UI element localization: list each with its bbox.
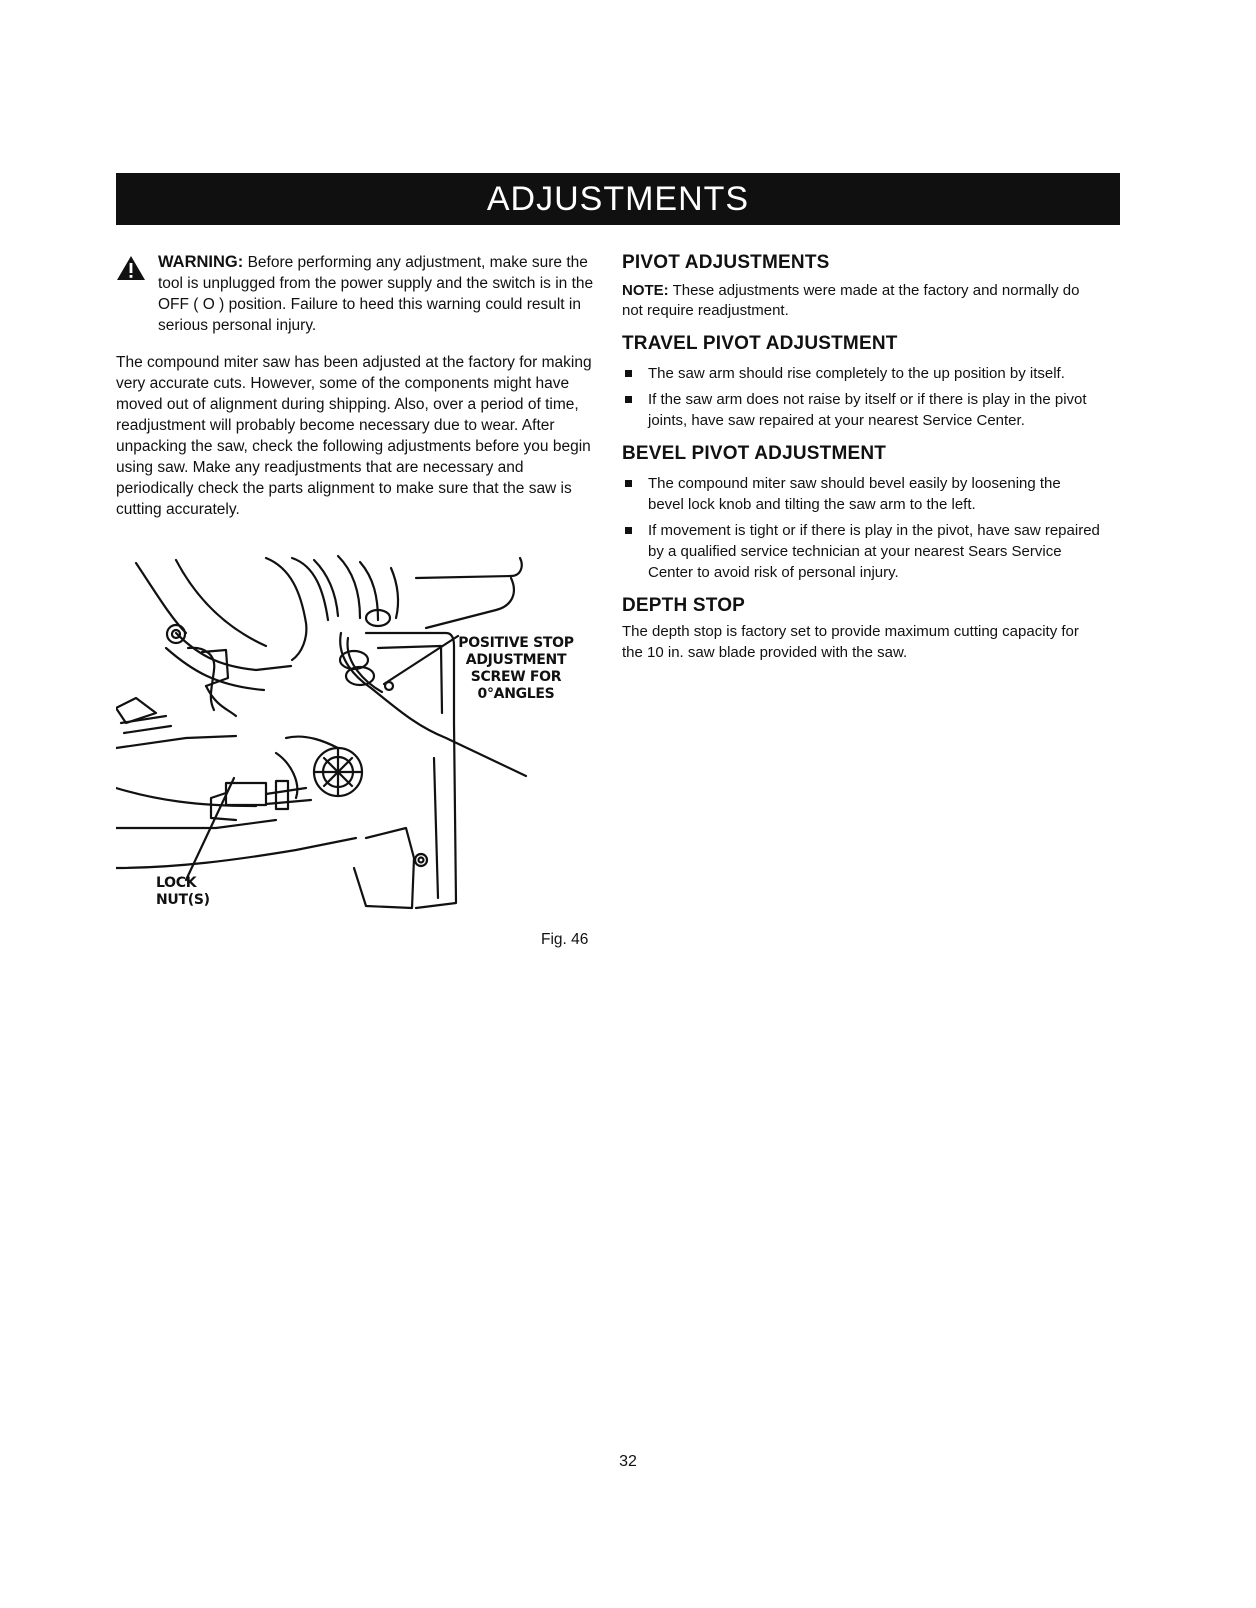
depth-heading: DEPTH STOP — [622, 595, 746, 616]
callout-line: POSITIVE STOP — [458, 635, 574, 651]
banner-title: ADJUSTMENTS — [486, 180, 750, 218]
right-column — [622, 252, 1100, 675]
callout-line: ADJUSTMENT — [465, 652, 567, 668]
bevel-list — [622, 473, 1100, 583]
list-item: If the saw arm does not raise by itself or if there is play in the pivot joints, have saw repaired at your nearest Service Center. — [622, 389, 1100, 431]
bevel-heading: BEVEL PIVOT ADJUSTMENT — [622, 443, 887, 464]
travel-heading: TRAVEL PIVOT ADJUSTMENT — [622, 333, 898, 354]
positive-stop-callout — [454, 635, 578, 703]
figure-caption: Fig. 46 — [541, 931, 589, 948]
warning-block — [116, 252, 596, 336]
pivot-heading: PIVOT ADJUSTMENTS — [622, 252, 830, 273]
bevel-section — [622, 443, 1100, 583]
callout-line: NUT(S) — [156, 892, 210, 908]
travel-section — [622, 333, 1100, 431]
warning-label: WARNING: — [158, 253, 244, 271]
travel-list — [622, 363, 1100, 431]
depth-text: The depth stop is factory set to provide maximum cutting capacity for the 10 in. saw blade provided with the saw. — [622, 623, 1079, 661]
left-column — [116, 252, 596, 948]
intro-paragraph: The compound miter saw has been adjusted at the factory for making very accurate cuts. However, some of the components might have moved out of alignment during shipping. Also, over a period of time, readjustment will probably become necessary due to wear. After unpacking the saw, check the following adjustments before you begin using saw. Make any readjustments that are necessary and periodically check the parts alignment to make sure that the saw is cutting accurately. — [116, 354, 592, 518]
lock-nut-callout — [156, 875, 226, 909]
warning-triangle-icon — [116, 255, 146, 281]
warning-text: Before performing any adjustment, make sure the tool is unplugged from the power supply and the switch is in the OFF ( O ) position. Failure to heed this warning could result in serious personal injury. — [158, 254, 594, 334]
pivot-section — [622, 252, 1100, 321]
note-label: NOTE: — [622, 282, 669, 299]
callout-line: LOCK — [156, 875, 197, 891]
section-banner — [116, 173, 1120, 225]
list-item: The compound miter saw should bevel easily by loosening the bevel lock knob and tilting the saw arm to the left. — [622, 473, 1100, 515]
list-item: The saw arm should rise completely to the up position by itself. — [622, 363, 1100, 384]
callout-line: 0°ANGLES — [477, 686, 555, 702]
callout-line: SCREW FOR — [470, 669, 562, 685]
list-item: If movement is tight or if there is play in the pivot, have saw repaired by a qualified service technician at your nearest Sears Service Center to avoid risk of personal injury. — [622, 520, 1100, 583]
figure-46 — [116, 538, 596, 948]
note-text: These adjustments were made at the factory and normally do not require readjustment. — [622, 282, 1080, 319]
page-number: 32 — [619, 1453, 637, 1470]
depth-section — [622, 595, 1100, 663]
pivot-note — [622, 281, 1100, 321]
